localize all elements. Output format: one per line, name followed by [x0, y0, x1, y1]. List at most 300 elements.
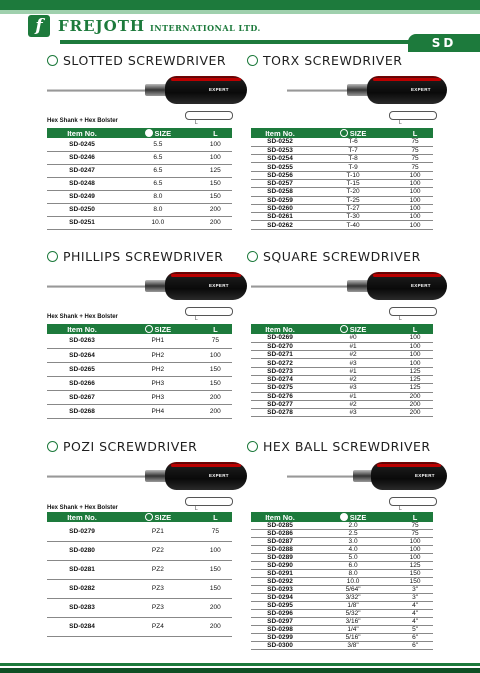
cell-size: T-27 — [309, 204, 397, 212]
handle-badge — [415, 473, 435, 478]
cell-item-no: SD-0273 — [251, 367, 309, 375]
cell-size: #2 — [309, 375, 397, 383]
bullet-icon — [47, 55, 58, 66]
cell-length: 75 — [397, 522, 433, 530]
cell-size: PH4 — [117, 404, 199, 418]
square-icon — [340, 325, 348, 333]
handle-stripe — [171, 464, 241, 467]
cell-length: 200 — [199, 216, 232, 229]
cell-length: 100 — [397, 213, 433, 221]
cell-length: 75 — [397, 530, 433, 538]
outline-sketch — [389, 307, 437, 316]
cell-item-no: SD-0261 — [251, 213, 309, 221]
cell-size: 2.5 — [309, 530, 397, 538]
cell-size: #1 — [309, 392, 397, 400]
handle-badge — [209, 473, 229, 478]
table-row — [251, 138, 433, 146]
cell-item-no: SD-0282 — [47, 579, 117, 598]
cell-length: 100 — [397, 196, 433, 204]
cell-length: 6" — [397, 642, 433, 650]
cell-item-no: SD-0280 — [47, 541, 117, 560]
table-row — [251, 554, 433, 562]
badge-text: EXPERT — [209, 87, 229, 92]
table-row — [251, 179, 433, 187]
handle-stripe — [171, 274, 241, 277]
cell-length: 3" — [397, 586, 433, 594]
cell-item-no: SD-0251 — [47, 216, 117, 229]
cell-item-no: SD-0295 — [251, 602, 309, 610]
cell-item-no: SD-0287 — [251, 538, 309, 546]
col-l: L — [397, 512, 433, 522]
table-row — [47, 579, 232, 598]
cell-item-no: SD-0275 — [251, 384, 309, 392]
section-title — [47, 248, 247, 264]
cell-length: 150 — [199, 362, 232, 376]
cell-size: PZ1 — [117, 522, 199, 541]
section-title-text: SLOTTED SCREWDRIVER — [63, 52, 227, 68]
section-title — [47, 52, 247, 68]
table-row — [47, 404, 232, 418]
table-row — [47, 177, 232, 190]
cell-size: 5.5 — [117, 138, 199, 151]
cell-size: PH1 — [117, 334, 199, 348]
table-row — [251, 163, 433, 171]
cell-size: 6.5 — [117, 151, 199, 164]
cell-item-no: SD-0272 — [251, 359, 309, 367]
cell-length: 125 — [397, 375, 433, 383]
cell-item-no: SD-0285 — [251, 522, 309, 530]
bullet-icon — [47, 441, 58, 452]
cell-size: #0 — [309, 334, 397, 342]
section-title-text: TORX SCREWDRIVER — [263, 52, 403, 68]
cell-item-no: SD-0276 — [251, 392, 309, 400]
table-row — [251, 562, 433, 570]
cell-length: 75 — [397, 155, 433, 163]
cell-size: 2.0 — [309, 522, 397, 530]
cell-size: 5/32" — [309, 610, 397, 618]
cell-size: 3/32" — [309, 594, 397, 602]
handle-badge — [209, 87, 229, 92]
cell-size: #1 — [309, 342, 397, 350]
handle — [367, 272, 447, 300]
cell-length: 125 — [199, 164, 232, 177]
spec-table-phillips — [47, 324, 232, 419]
col-size — [117, 512, 199, 522]
cell-length: 200 — [199, 390, 232, 404]
cell-item-no: SD-0263 — [47, 334, 117, 348]
cell-size: 8.0 — [117, 190, 199, 203]
col-size-label: SIZE — [154, 512, 172, 522]
table-row — [251, 546, 433, 554]
cell-item-no: SD-0299 — [251, 634, 309, 642]
cell-item-no: SD-0284 — [47, 617, 117, 636]
cell-item-no: SD-0277 — [251, 400, 309, 408]
cell-length: 100 — [199, 151, 232, 164]
shaft — [47, 285, 151, 288]
table-row — [251, 334, 433, 342]
table-row — [251, 570, 433, 578]
cell-length: 4" — [397, 618, 433, 626]
cell-item-no: SD-0247 — [47, 164, 117, 177]
badge-text: EXPERT — [415, 473, 435, 478]
cell-size: T-25 — [309, 196, 397, 204]
cell-length: 100 — [199, 138, 232, 151]
cell-length: 100 — [397, 334, 433, 342]
cell-size: T-8 — [309, 155, 397, 163]
col-size-label: SIZE — [349, 128, 367, 138]
cell-item-no: SD-0291 — [251, 570, 309, 578]
cell-item-no: SD-0292 — [251, 578, 309, 586]
table-row — [251, 522, 433, 530]
handle — [165, 462, 247, 490]
hex-icon — [340, 513, 348, 521]
section-hexball — [247, 438, 447, 512]
cell-size: #2 — [309, 351, 397, 359]
cell-item-no: SD-0293 — [251, 586, 309, 594]
cell-item-no: SD-0298 — [251, 626, 309, 634]
spec-table-torx — [251, 128, 433, 230]
cell-length: 100 — [397, 171, 433, 179]
handle-badge — [411, 283, 431, 288]
badge-text: EXPERT — [209, 283, 229, 288]
cell-size: T-20 — [309, 188, 397, 196]
outline-sketch — [389, 497, 437, 506]
cell-size: 8.0 — [309, 570, 397, 578]
cell-item-no: SD-0255 — [251, 163, 309, 171]
handle-badge — [411, 87, 431, 92]
section-title — [247, 248, 447, 264]
cell-item-no: SD-0256 — [251, 171, 309, 179]
cell-size: 1/4" — [309, 626, 397, 634]
cell-length: 5" — [397, 626, 433, 634]
cell-item-no: SD-0265 — [47, 362, 117, 376]
table-row — [251, 384, 433, 392]
cell-size: 3.0 — [309, 538, 397, 546]
cell-size: 3/16" — [309, 618, 397, 626]
cell-length: 200 — [199, 598, 232, 617]
cell-length: 3" — [397, 594, 433, 602]
cell-item-no: SD-0290 — [251, 562, 309, 570]
cell-size: #2 — [309, 400, 397, 408]
category-tab: SD — [408, 34, 480, 52]
cell-size: PH2 — [117, 348, 199, 362]
dim-label: L — [195, 506, 198, 512]
cell-length: 100 — [397, 342, 433, 350]
logo-icon: f — [28, 15, 50, 37]
cell-item-no: SD-0281 — [47, 560, 117, 579]
bullet-icon — [47, 251, 58, 262]
table-row — [47, 216, 232, 229]
shaft — [251, 285, 353, 288]
handle — [165, 272, 247, 300]
handle — [367, 76, 447, 104]
cell-length: 200 — [397, 400, 433, 408]
cell-size: 5/64" — [309, 586, 397, 594]
cell-item-no: SD-0254 — [251, 155, 309, 163]
shaft — [287, 89, 353, 92]
shaft — [47, 89, 151, 92]
footer-bar-dark — [0, 668, 480, 673]
cell-item-no: SD-0268 — [47, 404, 117, 418]
handle-stripe — [373, 78, 441, 81]
table-row — [251, 359, 433, 367]
cell-length: 75 — [397, 146, 433, 154]
cell-item-no: SD-0271 — [251, 351, 309, 359]
cell-item-no: SD-0252 — [251, 138, 309, 146]
handle-stripe — [373, 274, 441, 277]
badge-text: EXPERT — [411, 87, 431, 92]
table-row — [251, 618, 433, 626]
cell-length: 125 — [397, 384, 433, 392]
top-light-bar — [0, 10, 480, 14]
table-row — [251, 594, 433, 602]
cell-size: 1/8" — [309, 602, 397, 610]
brand-subtitle: INTERNATIONAL LTD. — [150, 23, 261, 33]
cell-item-no: SD-0296 — [251, 610, 309, 618]
col-item: Item No. — [47, 128, 117, 138]
header-rule — [60, 40, 420, 44]
table-row — [251, 155, 433, 163]
cell-item-no: SD-0269 — [251, 334, 309, 342]
cell-item-no: SD-0253 — [251, 146, 309, 154]
table-row — [47, 598, 232, 617]
cell-length: 100 — [397, 221, 433, 229]
cell-length: 150 — [199, 560, 232, 579]
cell-size: T-6 — [309, 138, 397, 146]
cell-item-no: SD-0248 — [47, 177, 117, 190]
cell-item-no: SD-0274 — [251, 375, 309, 383]
cell-size: PH3 — [117, 376, 199, 390]
table-row — [47, 560, 232, 579]
cell-length: 100 — [199, 348, 232, 362]
cell-length: 75 — [397, 138, 433, 146]
cell-item-no: SD-0279 — [47, 522, 117, 541]
section-title-text: HEX BALL SCREWDRIVER — [263, 438, 431, 454]
cell-size: 4.0 — [309, 546, 397, 554]
bolster — [347, 84, 369, 96]
cell-item-no: SD-0246 — [47, 151, 117, 164]
table-row — [251, 586, 433, 594]
cell-item-no: SD-0286 — [251, 530, 309, 538]
col-item: Item No. — [47, 512, 117, 522]
cell-size: T-15 — [309, 179, 397, 187]
col-l: L — [397, 324, 433, 334]
bullet-icon — [247, 251, 258, 262]
cell-item-no: SD-0264 — [47, 348, 117, 362]
badge-text: EXPERT — [209, 473, 229, 478]
table-row — [47, 138, 232, 151]
cell-item-no: SD-0260 — [251, 204, 309, 212]
col-size — [309, 128, 397, 138]
cell-size: #3 — [309, 359, 397, 367]
note-text: Hex Shank + Hex Bolster — [47, 505, 118, 511]
cell-length: 100 — [397, 538, 433, 546]
cell-size: #3 — [309, 384, 397, 392]
cell-length: 200 — [397, 392, 433, 400]
bolster — [145, 280, 167, 292]
table-row — [47, 348, 232, 362]
col-size — [309, 324, 397, 334]
bullet-icon — [247, 441, 258, 452]
cell-length: 125 — [397, 367, 433, 375]
col-item: Item No. — [251, 324, 309, 334]
bolster — [347, 280, 369, 292]
cell-size: #1 — [309, 367, 397, 375]
phillips-icon — [145, 325, 153, 333]
table-row — [251, 351, 433, 359]
cell-length: 100 — [397, 188, 433, 196]
table-row — [47, 151, 232, 164]
note-text: Hex Shank + Hex Bolster — [47, 314, 118, 320]
cell-size: PH3 — [117, 390, 199, 404]
dim-label: L — [195, 120, 198, 126]
cell-size: 10.0 — [117, 216, 199, 229]
outline-sketch — [185, 111, 233, 120]
table-row — [47, 362, 232, 376]
cell-size: T-7 — [309, 146, 397, 154]
cell-item-no: SD-0267 — [47, 390, 117, 404]
torx-icon — [340, 129, 348, 137]
table-row — [251, 188, 433, 196]
table-row — [47, 334, 232, 348]
section-title — [247, 52, 447, 68]
cell-size: 8.0 — [117, 203, 199, 216]
table-row — [251, 367, 433, 375]
col-l: L — [199, 512, 232, 522]
section-title-text: PHILLIPS SCREWDRIVER — [63, 248, 224, 264]
table-row — [251, 602, 433, 610]
col-l: L — [199, 324, 232, 334]
cell-size: PZ2 — [117, 560, 199, 579]
table-row — [251, 538, 433, 546]
col-size — [309, 512, 397, 522]
bolster — [145, 470, 167, 482]
cell-size: T-40 — [309, 221, 397, 229]
screwdriver-image — [247, 458, 447, 512]
cell-item-no: SD-0250 — [47, 203, 117, 216]
table-row — [47, 203, 232, 216]
cell-size: 5/16" — [309, 634, 397, 642]
cell-size: PZ4 — [117, 617, 199, 636]
cell-size: PH2 — [117, 362, 199, 376]
bullet-icon — [247, 55, 258, 66]
cell-item-no: SD-0297 — [251, 618, 309, 626]
cell-item-no: SD-0300 — [251, 642, 309, 650]
shaft — [47, 475, 151, 478]
section-square — [247, 248, 447, 322]
outline-sketch — [185, 497, 233, 506]
badge-text: EXPERT — [411, 283, 431, 288]
cell-length: 75 — [199, 334, 232, 348]
cell-length: 200 — [397, 409, 433, 417]
cell-size: 6.0 — [309, 562, 397, 570]
cell-item-no: SD-0288 — [251, 546, 309, 554]
note-text: Hex Shank + Hex Bolster — [47, 118, 118, 124]
table-row — [251, 375, 433, 383]
table-row — [251, 213, 433, 221]
brand-name: FREJOTH — [58, 17, 146, 35]
cell-item-no: SD-0289 — [251, 554, 309, 562]
cell-length: 150 — [397, 578, 433, 586]
section-torx — [247, 52, 447, 126]
cell-length: 100 — [397, 351, 433, 359]
size-icon — [145, 129, 153, 137]
cell-length: 4" — [397, 602, 433, 610]
cell-length: 200 — [199, 203, 232, 216]
table-row — [47, 390, 232, 404]
handle — [371, 462, 447, 490]
outline-sketch — [389, 111, 437, 120]
cell-length: 100 — [397, 204, 433, 212]
handle-badge — [209, 283, 229, 288]
section-title-text: POZI SCREWDRIVER — [63, 438, 198, 454]
dim-label: L — [399, 316, 402, 322]
cell-size: 6.5 — [117, 177, 199, 190]
table-row — [251, 530, 433, 538]
table-row — [251, 409, 433, 417]
cell-size: 3/8" — [309, 642, 397, 650]
cell-item-no: SD-0258 — [251, 188, 309, 196]
cell-size: T-9 — [309, 163, 397, 171]
col-size — [117, 128, 199, 138]
cell-size: 10.0 — [309, 578, 397, 586]
cell-item-no: SD-0259 — [251, 196, 309, 204]
cell-length: 150 — [199, 177, 232, 190]
spec-table-hexball — [251, 512, 433, 650]
table-row — [251, 204, 433, 212]
top-green-bar — [0, 0, 480, 10]
dim-label: L — [399, 506, 402, 512]
section-title — [247, 438, 447, 454]
cell-item-no: SD-0249 — [47, 190, 117, 203]
table-row — [47, 190, 232, 203]
table-row — [47, 376, 232, 390]
spec-table-pozi — [47, 512, 232, 637]
handle — [165, 76, 247, 104]
cell-length: 75 — [397, 163, 433, 171]
cell-length: 200 — [199, 404, 232, 418]
cell-length: 125 — [397, 562, 433, 570]
table-row — [251, 221, 433, 229]
spec-table-slotted — [47, 128, 232, 230]
cell-size: T-10 — [309, 171, 397, 179]
cell-size: PZ3 — [117, 579, 199, 598]
screwdriver-image — [247, 72, 447, 126]
cell-size: 5.0 — [309, 554, 397, 562]
section-title — [47, 438, 247, 454]
table-row — [251, 392, 433, 400]
cell-size: #3 — [309, 409, 397, 417]
cell-item-no: SD-0262 — [251, 221, 309, 229]
table-row — [251, 171, 433, 179]
screwdriver-image — [247, 268, 447, 322]
cell-length: 150 — [397, 570, 433, 578]
table-row — [47, 522, 232, 541]
cell-item-no: SD-0257 — [251, 179, 309, 187]
col-size-label: SIZE — [154, 128, 172, 138]
col-l: L — [397, 128, 433, 138]
table-row — [251, 146, 433, 154]
section-title-text: SQUARE SCREWDRIVER — [263, 248, 421, 264]
cell-length: 6" — [397, 634, 433, 642]
table-row — [251, 400, 433, 408]
dim-label: L — [399, 120, 402, 126]
cell-length: 4" — [397, 610, 433, 618]
cell-size: PZ3 — [117, 598, 199, 617]
cell-item-no: SD-0278 — [251, 409, 309, 417]
cell-length: 200 — [199, 617, 232, 636]
cell-size: PZ2 — [117, 541, 199, 560]
